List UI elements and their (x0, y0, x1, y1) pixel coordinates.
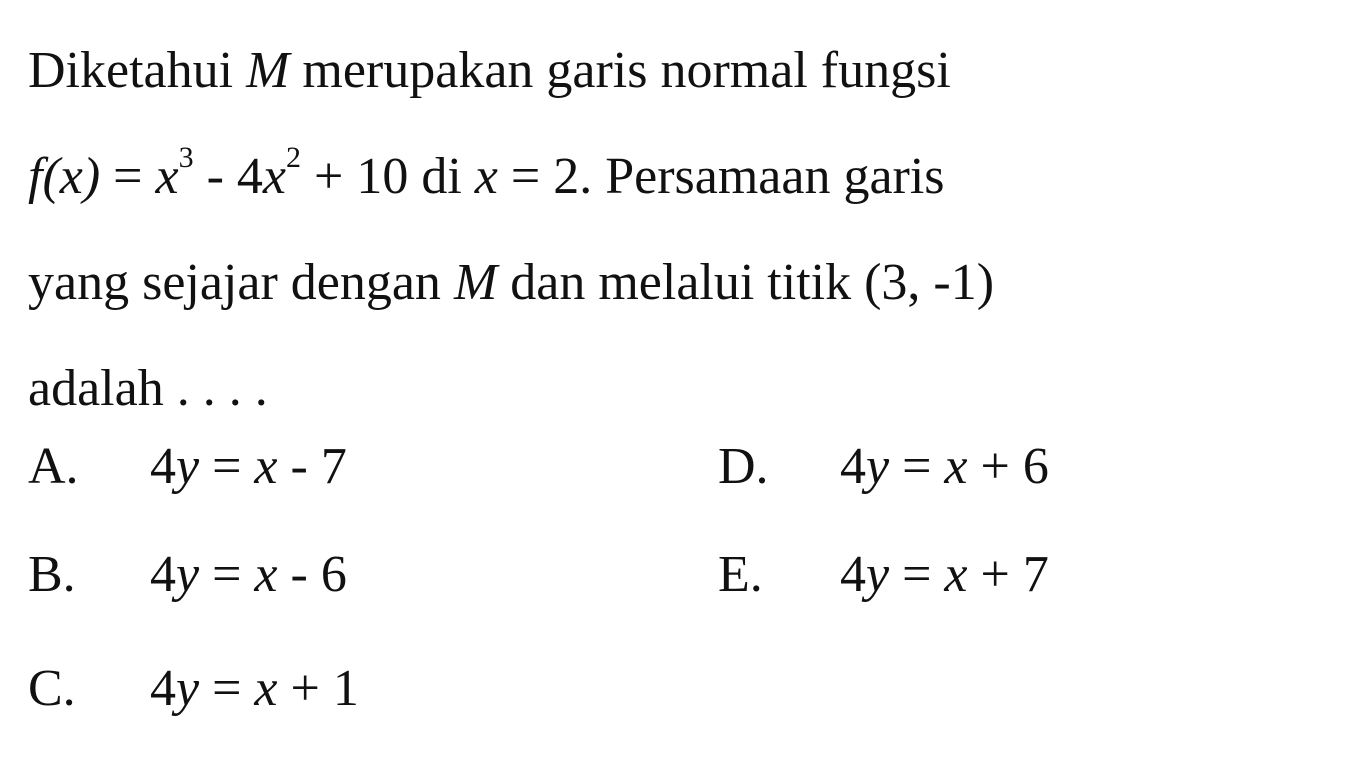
option-letter: C. (28, 660, 76, 717)
option-b[interactable] (28, 540, 347, 610)
exponent: 2 (286, 141, 302, 174)
variable-m: M (453, 254, 498, 311)
option-letter: A. (28, 438, 79, 495)
option-equation: 4y = x - 6 (150, 546, 347, 603)
variable-x: x (474, 148, 498, 205)
variable-x: x (155, 148, 179, 205)
text-segment: - 4 (193, 148, 263, 205)
exponent: 3 (178, 141, 194, 174)
question-line-2 (28, 124, 1348, 230)
function-f: f (28, 148, 43, 205)
text-segment: dan melalui titik (3, -1) (497, 254, 995, 311)
option-equation: 4y = x + 7 (840, 546, 1049, 603)
option-a[interactable] (28, 432, 347, 502)
equals-sign: = (100, 148, 156, 205)
question-line-4: adalah . . . . (28, 360, 268, 417)
option-letter: B. (28, 546, 76, 603)
variable-m: M (246, 42, 290, 99)
question-line-1 (28, 18, 1348, 124)
option-equation: 4y = x + 6 (840, 438, 1049, 495)
text-segment: yang sejajar dengan (28, 254, 454, 311)
text-segment: merupakan garis normal fungsi (289, 42, 951, 99)
text-segment: = 2. Persamaan garis (497, 148, 945, 205)
option-d[interactable] (718, 432, 1049, 502)
option-c[interactable] (28, 654, 359, 724)
option-equation: 4y = x - 7 (150, 438, 347, 495)
text-segment: + 10 di (301, 148, 475, 205)
text-segment: Diketahui (28, 42, 247, 99)
function-argument: (x) (42, 148, 101, 205)
question-line-3 (28, 230, 1348, 336)
option-letter: E. (718, 546, 763, 603)
variable-x: x (262, 148, 287, 205)
question-text (28, 18, 1348, 442)
option-equation: 4y = x + 1 (150, 660, 359, 717)
option-e[interactable] (718, 540, 1049, 610)
option-letter: D. (718, 438, 769, 495)
